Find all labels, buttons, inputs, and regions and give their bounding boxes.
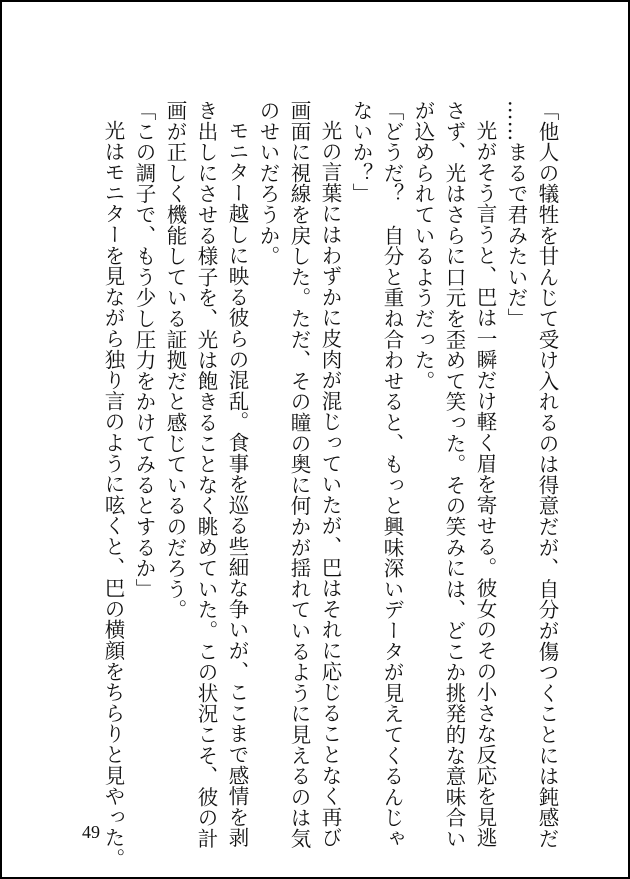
- text-line: モニター越しに映る彼らの混乱。食事を巡る些細な争いが、ここまで感情を剥: [225, 120, 249, 848]
- text-line: さず、光はさらに口元を歪めて笑った。その笑みには、どこか挑発的な意味合い: [442, 100, 466, 849]
- text-line: のせいだろうか。: [256, 100, 280, 267]
- vertical-text-body: [97, 100, 562, 869]
- text-line: ……まるで君みたいだ」: [504, 100, 528, 329]
- text-line: ないか？」: [349, 100, 373, 204]
- text-line: 「他人の犠牲を甘んじて受け入れるのは得意だが、自分が傷つくことには鈍感だ: [535, 100, 559, 849]
- text-line: が込められているようだった。: [411, 100, 435, 392]
- text-line: き出しにさせる様子を、光は飽きることなく眺めていた。この状況こそ、彼の計: [194, 100, 218, 849]
- text-line: 「どうだ？ 自分と重ね合わせると、もっと興味深いデータが見えてくるんじゃ: [380, 100, 404, 849]
- text-line: 「この調子で、もう少し圧力をかけてみるとするか」: [132, 100, 156, 600]
- text-line: 画面に視線を戻した。ただ、その瞳の奥に何かが揺れているように見えるのは気: [287, 100, 311, 849]
- text-line: 光の言葉にはわずかに皮肉が混じっていたが、巴はそれに応じることなく再び: [318, 120, 342, 848]
- text-line: 光がそう言うと、巴は一瞬だけ軽く眉を寄せる。彼女のその小さな反応を見逃: [473, 120, 497, 848]
- text-line: 光はモニターを見ながら独り言のように呟くと、巴の横顔をちらりと見やった。: [101, 120, 125, 869]
- text-line: 画が正しく機能している証拠だと感じているのだろう。: [163, 100, 187, 620]
- page-number: 49: [82, 822, 100, 842]
